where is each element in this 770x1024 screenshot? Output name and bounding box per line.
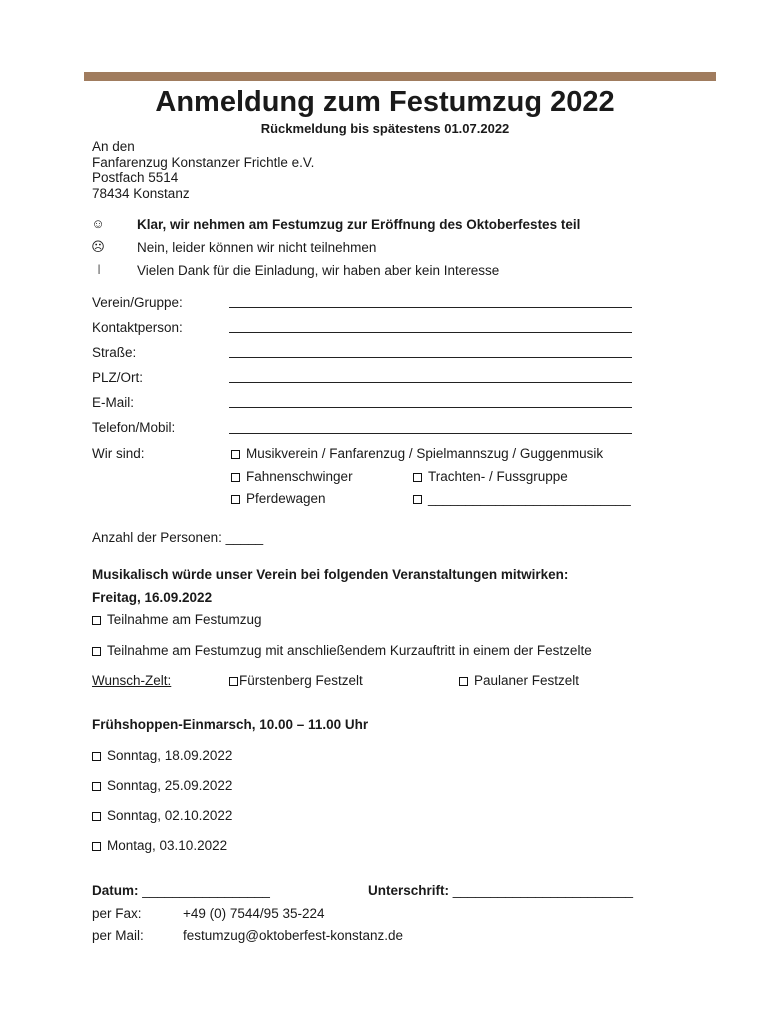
field-label-email: E-Mail: xyxy=(92,395,135,410)
field-line-kontakt[interactable] xyxy=(229,331,632,333)
fruehshoppen-heading: Frühshoppen-Einmarsch, 10.00 – 11.00 Uhr xyxy=(92,717,369,732)
checkbox-label: Sonntag, 02.10.2022 xyxy=(107,808,233,823)
datum-field[interactable] xyxy=(92,883,270,898)
checkbox-trachten[interactable] xyxy=(413,469,568,484)
personen-count[interactable]: Anzahl der Personen: _____ xyxy=(92,530,264,545)
checkbox-icon xyxy=(231,495,240,504)
checkbox-label: Musikverein / Fanfarenzug / Spielmannszug / Guggenmusik xyxy=(246,446,604,461)
checkbox-other[interactable] xyxy=(413,491,631,506)
checkbox-label: Pferdewagen xyxy=(246,491,326,506)
checkbox-label: Fahnenschwinger xyxy=(246,469,353,484)
checkbox-date[interactable] xyxy=(92,808,232,823)
checkbox-fuerstenberg[interactable] xyxy=(229,673,363,688)
checkbox-paulaner[interactable] xyxy=(459,673,579,688)
fax-label: per Fax: xyxy=(92,906,142,921)
unterschrift-field[interactable] xyxy=(368,883,633,898)
checkbox-icon xyxy=(92,752,101,761)
checkbox-icon xyxy=(92,782,101,791)
fax-number: +49 (0) 7544/95 35-224 xyxy=(183,906,325,921)
mail-label: per Mail: xyxy=(92,928,144,943)
field-label-plz: PLZ/Ort: xyxy=(92,370,144,385)
frown-icon[interactable]: ☹ xyxy=(91,239,105,254)
field-line-telefon[interactable] xyxy=(229,432,632,434)
checkbox-label: ___________________________ xyxy=(428,491,631,506)
header-bar xyxy=(84,72,716,81)
checkbox-icon xyxy=(459,677,468,686)
field-line-strasse[interactable] xyxy=(229,356,632,358)
checkbox-label: Sonntag, 25.09.2022 xyxy=(107,778,233,793)
checkbox-icon xyxy=(92,616,101,625)
checkbox-label: Teilnahme am Festumzug xyxy=(107,612,262,627)
checkbox-icon xyxy=(231,473,240,482)
checkbox-icon xyxy=(92,647,101,656)
page-title: Anmeldung zum Festumzug 2022 xyxy=(155,86,615,118)
checkbox-icon xyxy=(92,812,101,821)
checkbox-icon xyxy=(413,473,422,482)
checkbox-festumzug-kurzauftritt[interactable] xyxy=(92,643,592,658)
checkbox-musikverein[interactable] xyxy=(231,446,603,461)
smiley-icon[interactable]: ☺ xyxy=(91,216,105,231)
field-label-telefon: Telefon/Mobil: xyxy=(92,420,176,435)
checkbox-label: Sonntag, 18.09.2022 xyxy=(107,748,233,763)
address-line: Postfach 5514 xyxy=(92,170,179,185)
checkbox-icon xyxy=(413,495,422,504)
musik-date: Freitag, 16.09.2022 xyxy=(92,590,213,605)
unterschrift-line: ________________________ xyxy=(452,883,633,898)
mail-address[interactable]: festumzug@oktoberfest-konstanz.de xyxy=(183,928,404,943)
wir-sind-label: Wir sind: xyxy=(92,446,145,461)
response-nointerest-label: Vielen Dank für die Einladung, wir haben aber kein Interesse xyxy=(137,263,500,278)
checkbox-date[interactable] xyxy=(92,778,232,793)
checkbox-fahnenschwinger[interactable] xyxy=(231,469,353,484)
unterschrift-label: Unterschrift: xyxy=(368,883,450,898)
checkbox-date[interactable] xyxy=(92,748,232,763)
musik-heading: Musikalisch würde unser Verein bei folgenden Veranstaltungen mitwirken: xyxy=(92,567,569,582)
checkbox-icon xyxy=(231,450,240,459)
field-label-kontakt: Kontaktperson: xyxy=(92,320,183,335)
checkbox-label: Montag, 03.10.2022 xyxy=(107,838,228,853)
checkbox-label: Paulaner Festzelt xyxy=(474,673,580,688)
deadline-subtitle: Rückmeldung bis spätestens 01.07.2022 xyxy=(260,121,510,136)
address-line: 78434 Konstanz xyxy=(92,186,190,201)
checkbox-date[interactable] xyxy=(92,838,227,853)
datum-line: _________________ xyxy=(142,883,270,898)
checkbox-festumzug[interactable] xyxy=(92,612,262,627)
field-label-verein: Verein/Gruppe: xyxy=(92,295,183,310)
address-line: An den xyxy=(92,139,135,154)
neutral-icon[interactable]: | xyxy=(97,264,101,275)
checkbox-icon xyxy=(229,677,238,686)
checkbox-icon xyxy=(92,842,101,851)
field-label-strasse: Straße: xyxy=(92,345,137,360)
checkbox-label: Trachten- / Fussgruppe xyxy=(428,469,568,484)
field-line-verein[interactable] xyxy=(229,306,632,308)
wunsch-zelt-label: Wunsch-Zelt: xyxy=(92,673,172,688)
checkbox-label: Fürstenberg Festzelt xyxy=(239,673,363,688)
checkbox-label: Teilnahme am Festumzug mit anschließendem Kurzauftritt in einem der Festzelte xyxy=(107,643,592,658)
address-line: Fanfarenzug Konstanzer Frichtle e.V. xyxy=(92,155,315,170)
field-line-plz[interactable] xyxy=(229,381,632,383)
checkbox-pferdewagen[interactable] xyxy=(231,491,326,506)
response-accept-label: Klar, wir nehmen am Festumzug zur Eröffnung des Oktoberfestes teil xyxy=(137,217,581,232)
field-line-email[interactable] xyxy=(229,406,632,408)
datum-label: Datum: xyxy=(92,883,139,898)
response-decline-label: Nein, leider können wir nicht teilnehmen xyxy=(137,240,377,255)
